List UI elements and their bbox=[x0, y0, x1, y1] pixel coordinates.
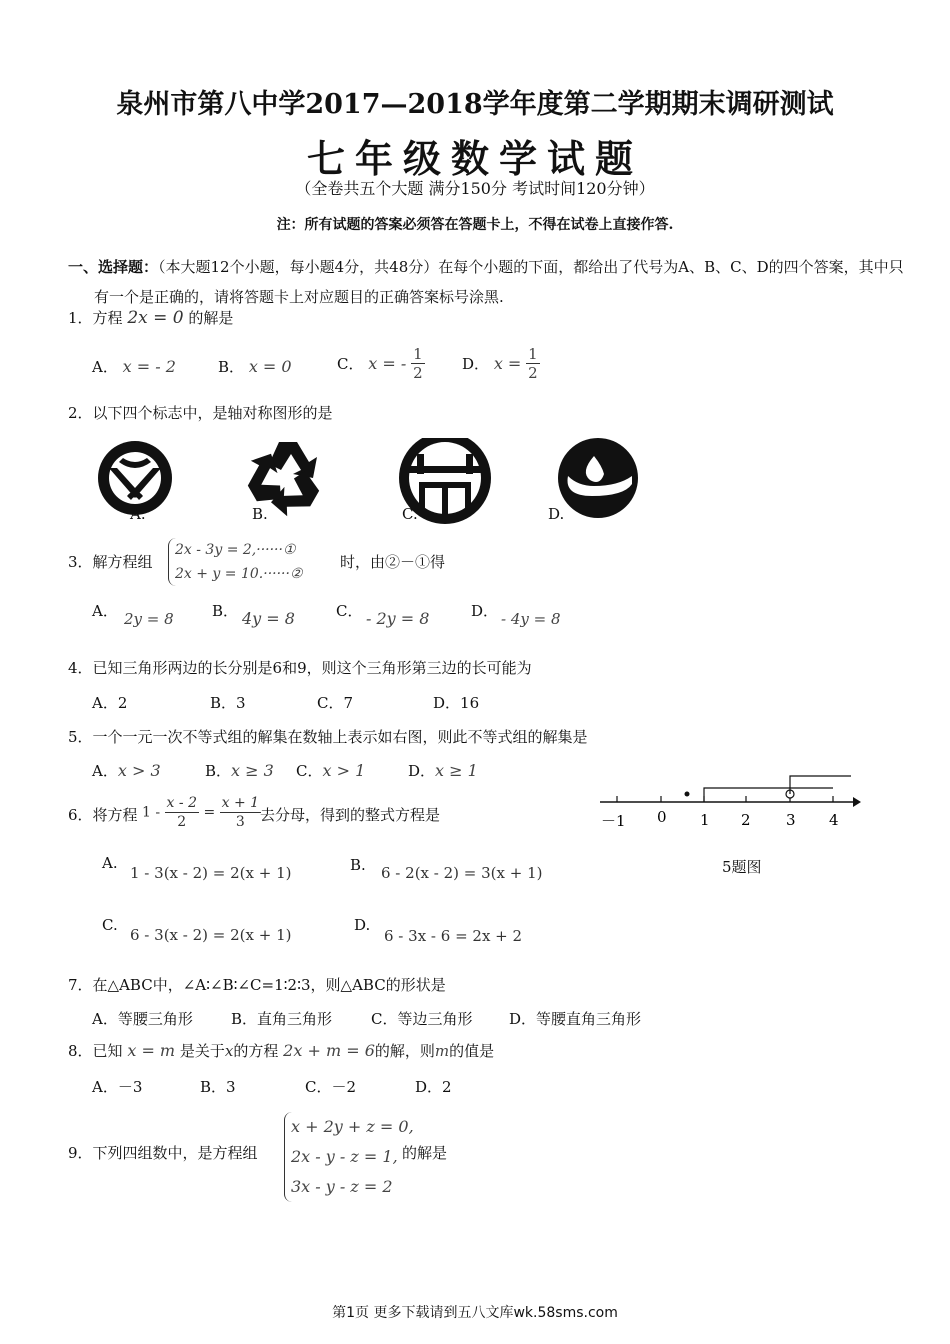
q1-stem-text: 1．方程 bbox=[68, 309, 123, 327]
q1-a-value: x = - 2 bbox=[122, 357, 176, 376]
exam-title: 泉州市第八中学2017—2018学年度第二学期期末调研测试 bbox=[116, 89, 834, 120]
q2-d-label[interactable]: D. bbox=[548, 505, 565, 523]
q5-b-value: x ≥ 3 bbox=[231, 761, 274, 780]
q3-b-value: 4y = 8 bbox=[242, 609, 295, 628]
q1-equation: 2x = 0 bbox=[127, 308, 184, 328]
q3-tail: 时，由②－①得 bbox=[340, 553, 446, 571]
q5-option-b[interactable]: B．x ≥ 3 bbox=[205, 761, 274, 780]
q8-math-1: x = m bbox=[127, 1041, 176, 1060]
q5-option-a[interactable]: A．x > 3 bbox=[92, 761, 161, 780]
q7-option-c[interactable]: C．等边三角形 bbox=[371, 1010, 473, 1028]
section-1-intro bbox=[68, 252, 914, 312]
q6-option-a[interactable]: A. bbox=[102, 854, 118, 872]
tick-label: 4 bbox=[829, 811, 839, 829]
q5-d-value: x ≥ 1 bbox=[435, 761, 478, 780]
q1-option-b[interactable] bbox=[218, 356, 292, 377]
q2-c-label[interactable]: C. bbox=[402, 505, 418, 523]
q9-eq1: x + 2y + z = 0, bbox=[291, 1117, 414, 1136]
tick-label: 3 bbox=[786, 811, 796, 829]
q6-tail: 去分母，得到的整式方程是 bbox=[260, 806, 441, 824]
q6-b-value: 6 - 2(x - 2) = 3(x + 1) bbox=[381, 864, 543, 882]
q4-option-c[interactable]: C．7 bbox=[317, 694, 354, 712]
q4-option-a[interactable]: A．2 bbox=[92, 694, 128, 712]
tick-label: 2 bbox=[741, 811, 751, 829]
q5-stem: 5．一个一元一次不等式组的解集在数轴上表示如右图，则此不等式组的解集是 bbox=[68, 728, 588, 746]
q3-eq2: 2x + y = 10.······② bbox=[175, 566, 303, 582]
q5-ray-from-1 bbox=[704, 788, 833, 802]
q5-dot-point bbox=[685, 792, 690, 797]
q1-stem bbox=[68, 307, 233, 328]
q8-math-3: 2x + m = 6 bbox=[283, 1041, 375, 1060]
q7-option-a[interactable]: A．等腰三角形 bbox=[92, 1010, 193, 1028]
q8-option-b[interactable]: B．3 bbox=[200, 1078, 236, 1096]
q7-option-d[interactable]: D．等腰直角三角形 bbox=[509, 1010, 642, 1028]
q8-math-4: m bbox=[434, 1042, 450, 1060]
q1-d-fraction: $\frac{1}{2}$ bbox=[528, 345, 538, 382]
tick-label: 1 bbox=[700, 811, 710, 829]
q9-stem: 9．下列四组数中，是方程组 bbox=[68, 1144, 258, 1162]
q5-ray-from-3 bbox=[790, 776, 851, 794]
q3-option-c[interactable]: C． bbox=[336, 602, 363, 620]
q6-a-value: 1 - 3(x - 2) = 2(x + 1) bbox=[130, 864, 292, 882]
q1-d-label: D． bbox=[462, 355, 490, 373]
q6-option-d[interactable]: D. bbox=[354, 916, 371, 934]
q2-a-label[interactable]: A. bbox=[130, 505, 146, 523]
q6-d-value: 6 - 3x - 6 = 2x + 2 bbox=[384, 927, 523, 945]
exam-subtitle: 七年级数学试题 bbox=[306, 136, 643, 181]
q1-c-label: C． bbox=[337, 355, 364, 373]
exam-info: （全卷共五个大题 满分150分 考试时间120分钟） bbox=[295, 179, 655, 198]
q6-option-c[interactable]: C. bbox=[102, 916, 118, 934]
q6-option-b[interactable]: B. bbox=[350, 856, 366, 874]
q3-option-d[interactable]: D． bbox=[471, 602, 499, 620]
q3-system bbox=[168, 538, 303, 586]
q9-eq3: 3x - y - z = 2 bbox=[291, 1177, 393, 1196]
q8-stem: 8．已知 x = m 是关于x的方程 2x + m = 6的解，则m的值是 bbox=[68, 1041, 495, 1060]
q4-stem: 4．已知三角形两边的长分别是6和9，则这个三角形第三边的长可能为 bbox=[68, 659, 532, 677]
q5-option-d[interactable]: D．x ≥ 1 bbox=[408, 761, 478, 780]
q8-option-a[interactable]: A．－3 bbox=[92, 1078, 143, 1096]
q5-figure-caption: 5题图 bbox=[722, 858, 762, 876]
q9-eq2: 2x - y - z = 1, bbox=[291, 1147, 398, 1166]
q1-option-d[interactable] bbox=[462, 345, 540, 382]
q1-option-a[interactable] bbox=[92, 356, 176, 377]
q3-eq1: 2x - 3y = 2,······① bbox=[175, 542, 296, 558]
page-footer: 第1页 更多下载请到五八文库wk.58sms.com bbox=[332, 1305, 618, 1321]
q6-c-value: 6 - 3(x - 2) = 2(x + 1) bbox=[130, 926, 292, 944]
section-1-desc: （本大题12个小题，每小题4分，共48分）在每个小题的下面，都给出了代号为A、B、C、D的四个答案，其中只有一个是正确的，请将答题卡上对应题目的正确答案标号涂黑. bbox=[94, 258, 904, 306]
q8-math-2: x bbox=[224, 1042, 234, 1060]
q1-stem-tail: 的解是 bbox=[188, 309, 234, 327]
logo-d-icon[interactable] bbox=[558, 438, 638, 518]
q4-option-b[interactable]: B．3 bbox=[210, 694, 246, 712]
q6-stem: 6．将方程 bbox=[68, 806, 138, 824]
q1-c-value: x = - bbox=[368, 354, 407, 373]
q3-stem: 3．解方程组 bbox=[68, 553, 153, 571]
q5-c-value: x > 1 bbox=[322, 761, 366, 780]
q9-tail: 的解是 bbox=[402, 1144, 448, 1162]
q1-b-value: x = 0 bbox=[248, 357, 292, 376]
q3-a-value: 2y = 8 bbox=[124, 610, 174, 628]
q7-option-b[interactable]: B．直角三角形 bbox=[231, 1010, 333, 1028]
exam-note: 注：所有试题的答案必须答在答题卡上，不得在试卷上直接作答. bbox=[276, 217, 674, 233]
q8-option-d[interactable]: D．2 bbox=[415, 1078, 452, 1096]
q3-d-value: - 4y = 8 bbox=[501, 610, 561, 628]
q2-logos bbox=[95, 438, 655, 528]
logo-b-recycle-icon[interactable] bbox=[238, 442, 324, 524]
q5-number-line bbox=[595, 770, 865, 840]
q1-d-value: x = bbox=[493, 354, 522, 373]
section-1-label: 一、选择题： bbox=[68, 258, 159, 276]
q2-b-label[interactable]: B. bbox=[252, 505, 268, 523]
tick-label: 0 bbox=[657, 808, 667, 826]
q1-a-label: A． bbox=[92, 358, 118, 376]
q6-equation: 1 - $\frac{x - 2}{2}$ = $\frac{x + 1}{3}$ bbox=[142, 795, 260, 830]
q1-c-fraction: $\frac{1}{2}$ bbox=[413, 345, 423, 382]
tick-label: －1 bbox=[601, 812, 626, 830]
q8-option-c[interactable]: C．－2 bbox=[305, 1078, 357, 1096]
q9-system bbox=[284, 1112, 414, 1202]
q1-b-label: B． bbox=[218, 358, 245, 376]
q3-option-a[interactable]: A． bbox=[92, 602, 118, 620]
q4-option-d[interactable]: D．16 bbox=[433, 694, 480, 712]
q7-stem: 7．在△ABC中，∠A∶∠B∶∠C=1∶2∶3，则△ABC的形状是 bbox=[68, 976, 446, 994]
q3-option-b[interactable]: B． bbox=[212, 602, 239, 620]
q3-c-value: - 2y = 8 bbox=[366, 609, 430, 628]
logo-a-icon[interactable] bbox=[98, 441, 172, 515]
q5-a-value: x > 3 bbox=[117, 761, 161, 780]
q1-option-c[interactable] bbox=[337, 345, 425, 382]
q5-option-c[interactable]: C．x > 1 bbox=[296, 761, 366, 780]
q2-stem: 2．以下四个标志中，是轴对称图形的是 bbox=[68, 404, 333, 422]
